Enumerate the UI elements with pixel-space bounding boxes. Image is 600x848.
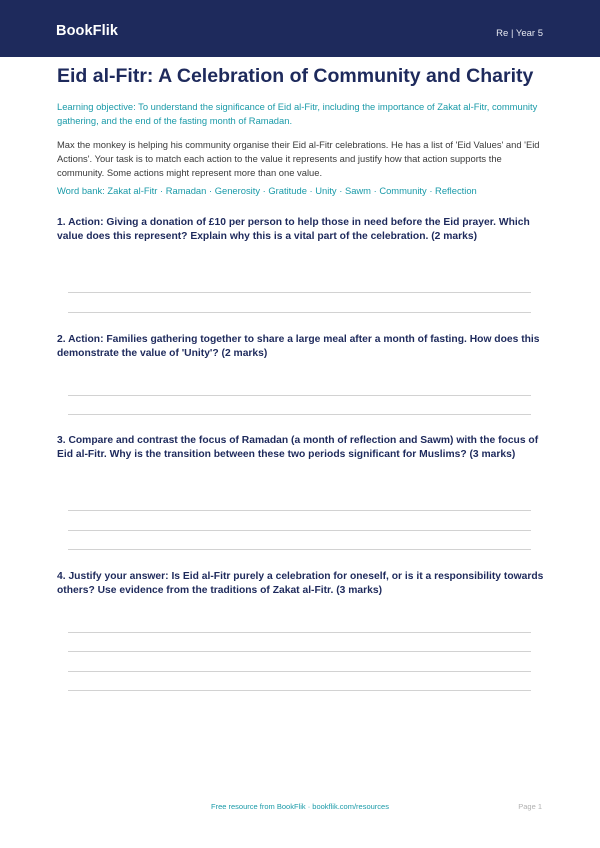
answer-line[interactable] (68, 395, 531, 396)
footer-resource-link[interactable]: Free resource from BookFlik · bookflik.com/resources (211, 802, 389, 811)
subject-year-label: Re | Year 5 (496, 28, 543, 39)
answer-line[interactable] (68, 510, 531, 511)
page-number: Page 1 (518, 802, 542, 811)
page-header (0, 0, 600, 57)
page-title: Eid al-Fitr: A Celebration of Community and Charity (57, 65, 534, 87)
answer-line[interactable] (68, 530, 531, 531)
question-1: 1. Action: Giving a donation of £10 per person to help those in need before the Eid prayer. Which value does this represent? Explain why this is a vital part of the celebration. (2 marks) (57, 217, 530, 242)
word-bank: Word bank: Zakat al-Fitr · Ramadan · Generosity · Gratitude · Unity · Sawm · Community · Reflection (57, 185, 477, 196)
answer-line[interactable] (68, 690, 531, 691)
intro-text: Max the monkey is helping his community organise their Eid al-Fitr celebrations. He has a list of 'Eid Values' and 'Eid Actions'. Your task is to match each action to the value it represents and justify how that action supports the community. Some actions might represent more than one value. (57, 139, 540, 178)
answer-line[interactable] (68, 651, 531, 652)
answer-line[interactable] (68, 549, 531, 550)
answer-line[interactable] (68, 312, 531, 313)
answer-line[interactable] (68, 414, 531, 415)
answer-line[interactable] (68, 632, 531, 633)
answer-line[interactable] (68, 292, 531, 293)
answer-line[interactable] (68, 671, 531, 672)
question-3: 3. Compare and contrast the focus of Ramadan (a month of reflection and Sawm) with the focus of Eid al-Fitr. Why is the transition between these two periods significant for Muslims? (3 marks) (57, 435, 539, 460)
brand-logo: BookFlik (56, 23, 119, 39)
question-2: 2. Action: Families gathering together to share a large meal after a month of fasting. How does this demonstrate the value of 'Unity'? (2 marks) (57, 334, 540, 359)
question-4: 4. Justify your answer: Is Eid al-Fitr purely a celebration for oneself, or is it a responsibility towards others? Use evidence from the traditions of Zakat al-Fitr. (3 marks) (57, 571, 544, 596)
learning-objective: Learning objective: To understand the significance of Eid al-Fitr, including the importance of Zakat al-Fitr, community gathering, and the end of the fasting month of Ramadan. (57, 101, 538, 126)
